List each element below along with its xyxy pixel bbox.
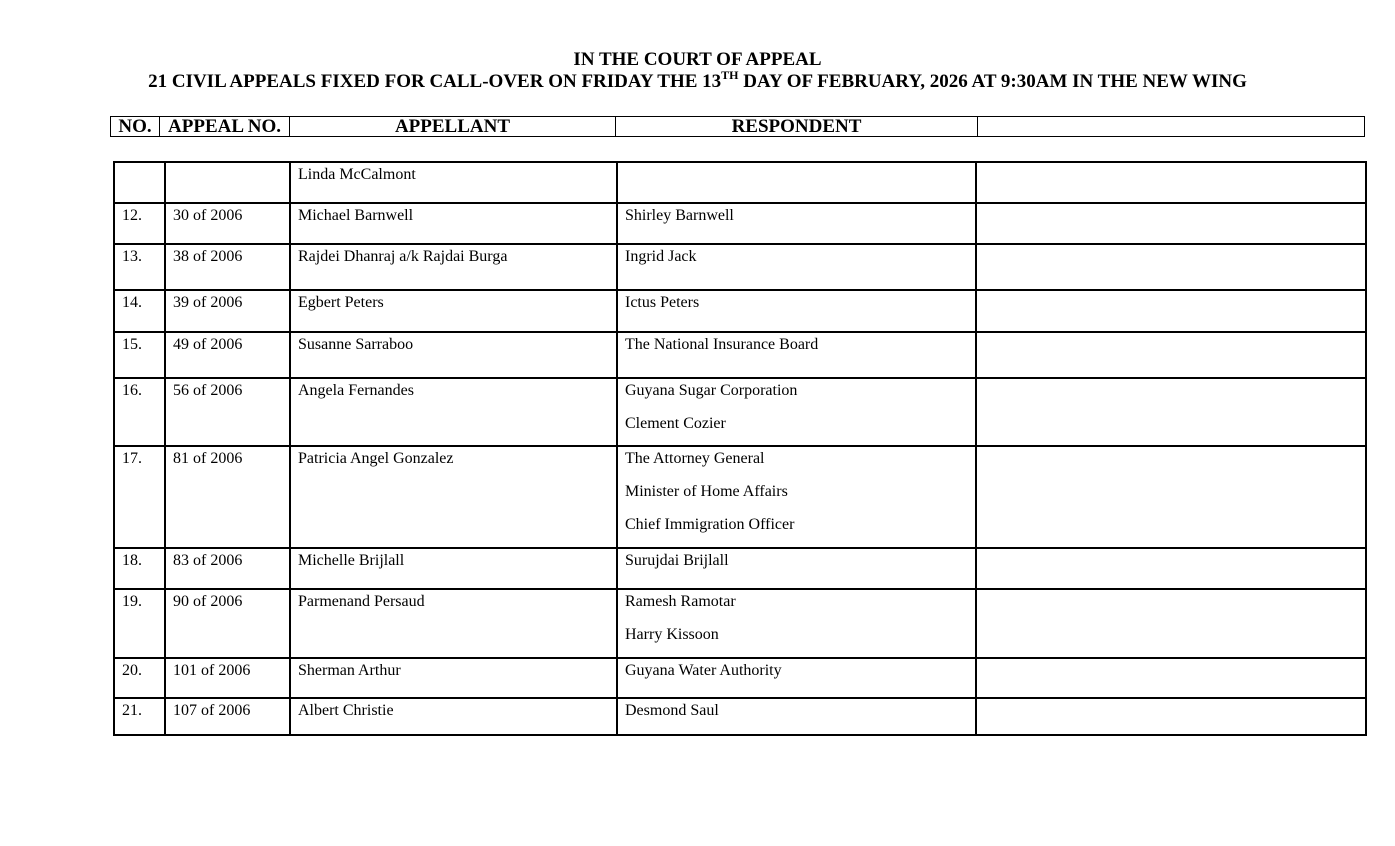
cell-no-text: 13. <box>122 248 142 265</box>
cell-appeal-no-text: 81 of 2006 <box>173 450 243 467</box>
cell-no-text: 14. <box>122 294 142 311</box>
cell-respondent-text: Minister of Home Affairs <box>625 483 788 500</box>
cell-appeal-no <box>165 446 290 548</box>
cell-appeal-no-text: 56 of 2006 <box>173 382 243 399</box>
table-row <box>114 244 1366 290</box>
cell-respondent <box>617 589 976 658</box>
cell-respondent <box>617 203 976 244</box>
cell-appeal-no <box>165 378 290 446</box>
cell-no <box>114 332 165 378</box>
document-title: IN THE COURT OF APPEAL <box>573 49 822 70</box>
cell-respondent-text: Harry Kissoon <box>625 626 719 643</box>
cell-notes <box>976 589 1366 658</box>
cell-appellant-text: Rajdei Dhanraj a/k Rajdai Burga <box>298 248 508 265</box>
cell-respondent <box>617 162 976 203</box>
header-appellant: APPELLANT <box>290 117 616 137</box>
cell-respondent-text: Ingrid Jack <box>625 248 697 265</box>
cell-respondent <box>617 698 976 735</box>
cell-notes <box>976 332 1366 378</box>
cell-respondent-text: Ictus Peters <box>625 294 700 311</box>
cell-appellant-text: Michelle Brijlall <box>298 552 405 569</box>
cell-appeal-no <box>165 658 290 698</box>
cell-appeal-no-text: 30 of 2006 <box>173 207 243 224</box>
cell-appellant <box>290 446 617 548</box>
cell-notes <box>976 446 1366 548</box>
cell-no <box>114 698 165 735</box>
cell-appellant-text: Michael Barnwell <box>298 207 414 224</box>
cell-respondent <box>617 290 976 332</box>
cell-respondent-text: The National Insurance Board <box>625 336 819 353</box>
cell-notes <box>976 548 1366 589</box>
cell-respondent-text: Guyana Water Authority <box>625 662 782 679</box>
document-subtitle <box>0 67 1395 93</box>
header-respondent: RESPONDENT <box>616 117 978 137</box>
header-no: NO. <box>111 117 160 137</box>
cell-notes-text <box>984 333 1358 336</box>
cell-no <box>114 290 165 332</box>
cell-no-text <box>122 163 157 166</box>
cell-respondent-text: Desmond Saul <box>625 702 719 719</box>
cell-respondent-text: Shirley Barnwell <box>625 207 734 224</box>
table-row <box>114 589 1366 658</box>
subtitle-superscript: TH <box>721 67 739 82</box>
cell-appellant-text: Sherman Arthur <box>298 662 401 679</box>
cell-appellant <box>290 332 617 378</box>
cell-notes-text <box>984 291 1358 294</box>
cell-appeal-no-text: 83 of 2006 <box>173 552 243 569</box>
cell-appeal-no <box>165 203 290 244</box>
cell-no-text: 12. <box>122 207 142 224</box>
table-row <box>114 658 1366 698</box>
header-table <box>110 116 1365 137</box>
cell-appellant-text: Patricia Angel Gonzalez <box>298 450 454 467</box>
cell-notes <box>976 378 1366 446</box>
cell-respondent-text: Clement Cozier <box>625 415 726 432</box>
cell-appeal-no <box>165 162 290 203</box>
cell-appellant <box>290 244 617 290</box>
cell-appellant-text: Parmenand Persaud <box>298 593 425 610</box>
cell-no <box>114 203 165 244</box>
subtitle-post: DAY OF FEBRUARY, 2026 AT 9:30AM IN THE NEW WING <box>738 71 1247 92</box>
cell-appellant <box>290 589 617 658</box>
cell-notes-text <box>984 549 1358 552</box>
cell-appellant <box>290 290 617 332</box>
cell-notes-text <box>984 163 1358 166</box>
cell-notes <box>976 290 1366 332</box>
cell-appellant <box>290 698 617 735</box>
cell-no-text: 20. <box>122 662 142 679</box>
cell-notes-text <box>984 447 1358 450</box>
cell-no <box>114 658 165 698</box>
table-row <box>114 162 1366 203</box>
cell-notes-text <box>984 379 1358 382</box>
cell-appellant-text: Susanne Sarraboo <box>298 336 414 353</box>
cell-appellant-text: Angela Fernandes <box>298 382 414 399</box>
cell-appeal-no-text: 90 of 2006 <box>173 593 243 610</box>
cell-appellant <box>290 162 617 203</box>
cell-notes <box>976 698 1366 735</box>
cell-appeal-no <box>165 589 290 658</box>
cell-notes-text <box>984 204 1358 207</box>
cell-appeal-no <box>165 244 290 290</box>
table-row <box>114 548 1366 589</box>
cell-notes-text <box>984 659 1358 662</box>
cell-appellant <box>290 203 617 244</box>
cell-no-text: 19. <box>122 593 142 610</box>
cell-appeal-no <box>165 698 290 735</box>
cell-no-text: 21. <box>122 702 142 719</box>
cell-appellant <box>290 378 617 446</box>
cell-respondent <box>617 378 976 446</box>
cell-no <box>114 446 165 548</box>
cell-appeal-no <box>165 290 290 332</box>
cell-appellant <box>290 658 617 698</box>
cell-no-text: 16. <box>122 382 142 399</box>
appeals-table <box>113 161 1367 736</box>
cell-no <box>114 589 165 658</box>
cell-appeal-no-text: 101 of 2006 <box>173 662 251 679</box>
cell-appellant-text: Egbert Peters <box>298 294 384 311</box>
cell-notes <box>976 162 1366 203</box>
cell-appeal-no-text <box>173 163 282 166</box>
cell-notes-text <box>984 590 1358 593</box>
cell-no-text: 15. <box>122 336 142 353</box>
cell-appellant-text: Albert Christie <box>298 702 394 719</box>
cell-appeal-no <box>165 332 290 378</box>
table-row <box>114 698 1366 735</box>
cell-notes <box>976 244 1366 290</box>
cell-notes-text <box>984 699 1358 702</box>
cell-respondent-text: Chief Immigration Officer <box>625 516 795 533</box>
cell-appeal-no <box>165 548 290 589</box>
cell-appeal-no-text: 39 of 2006 <box>173 294 243 311</box>
cell-no <box>114 548 165 589</box>
header-notes <box>978 117 1365 137</box>
cell-notes <box>976 658 1366 698</box>
cell-appeal-no-text: 107 of 2006 <box>173 702 251 719</box>
cell-respondent <box>617 244 976 290</box>
table-row <box>114 203 1366 244</box>
cell-notes <box>976 203 1366 244</box>
table-row <box>114 378 1366 446</box>
table-row <box>114 290 1366 332</box>
table-row <box>114 446 1366 548</box>
cell-respondent-text: Surujdai Brijlall <box>625 552 729 569</box>
cell-appellant <box>290 548 617 589</box>
cell-respondent <box>617 446 976 548</box>
cell-respondent-text: Guyana Sugar Corporation <box>625 382 798 399</box>
cell-respondent <box>617 332 976 378</box>
cell-no-text: 17. <box>122 450 142 467</box>
cell-appellant-text: Linda McCalmont <box>298 166 416 183</box>
cell-respondent-text: Ramesh Ramotar <box>625 593 736 610</box>
cell-no <box>114 162 165 203</box>
cell-appeal-no-text: 49 of 2006 <box>173 336 243 353</box>
subtitle-pre: 21 CIVIL APPEALS FIXED FOR CALL-OVER ON FRIDAY THE 13 <box>148 71 722 92</box>
cell-no-text: 18. <box>122 552 142 569</box>
cell-no <box>114 378 165 446</box>
header-row <box>111 117 1365 137</box>
cell-appeal-no-text: 38 of 2006 <box>173 248 243 265</box>
cell-no <box>114 244 165 290</box>
table-row <box>114 332 1366 378</box>
cell-notes-text <box>984 245 1358 248</box>
cell-respondent <box>617 548 976 589</box>
header-appeal-no: APPEAL NO. <box>160 117 290 137</box>
cell-respondent <box>617 658 976 698</box>
cell-respondent-text: The Attorney General <box>625 450 765 467</box>
